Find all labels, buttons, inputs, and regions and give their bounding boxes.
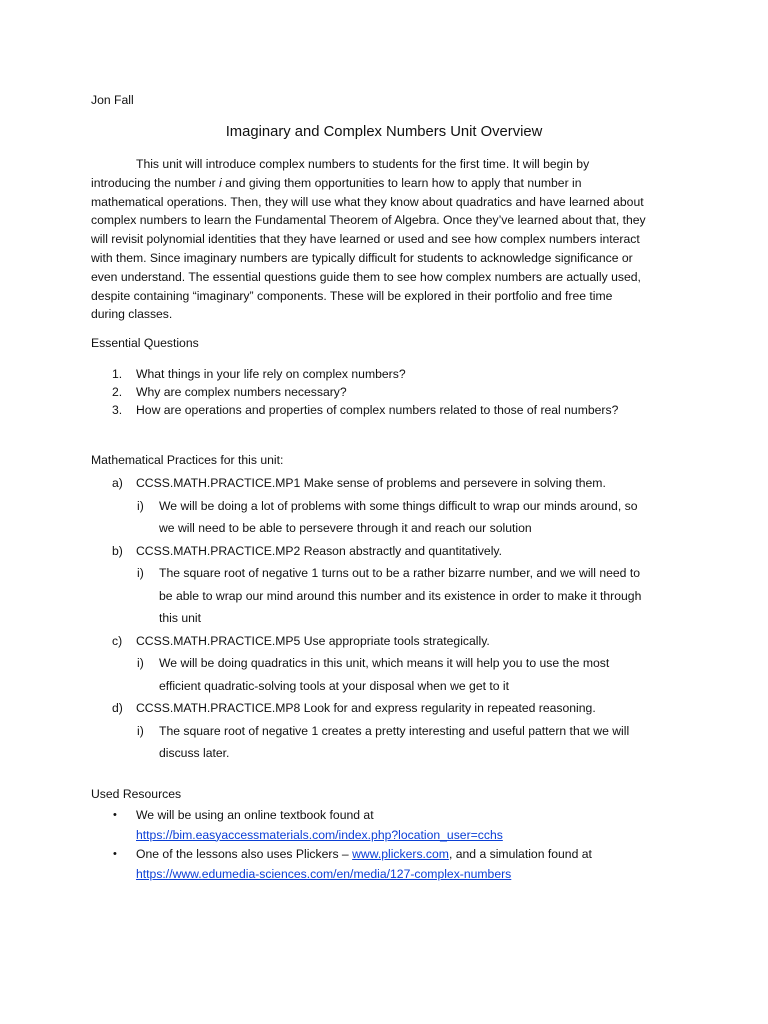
list-item	[91, 845, 711, 884]
intro-line: complex numbers to learn the Fundamental Theorem of Algebra. Once they’ve learned about that, they	[91, 213, 646, 228]
practice-row	[91, 540, 691, 563]
resources-list	[91, 806, 711, 884]
sub-text: The square root of negative 1 creates a pretty interesting and useful pattern that we will	[159, 723, 630, 738]
sub-text-continued: discuss later.	[159, 746, 230, 760]
practice-marker: c)	[112, 633, 123, 648]
sub-marker: i)	[137, 498, 144, 513]
sub-marker: i)	[137, 656, 144, 670]
resource-link-row	[91, 826, 711, 846]
practice-sub-row	[91, 720, 691, 743]
practice-item	[91, 697, 691, 765]
simulation-link[interactable]: https://www.edumedia-sciences.com/en/media/127-complex-numbers	[136, 866, 512, 881]
intro-line: mathematical operations. Then, they will use what they know about quadratics and have learned about	[91, 194, 644, 209]
resource-link-row	[91, 865, 711, 885]
list-text: How are operations and properties of complex numbers related to those of real numbers?	[136, 403, 619, 417]
sub-text: We will be doing a lot of problems with some things difficult to wrap our minds around, so	[159, 498, 638, 513]
essential-questions-heading: Essential Questions	[91, 336, 199, 350]
resource-text: We will be using an online textbook found at	[136, 808, 374, 822]
intro-line: will revisit polynomial identities that they have learned or used and see how complex numbers interact	[91, 232, 640, 247]
practice-text: CCSS.MATH.PRACTICE.MP2 Reason abstractly and quantitatively.	[136, 543, 502, 558]
list-text: What things in your life rely on complex numbers?	[136, 367, 406, 381]
intro-line-text: and giving them opportunities to learn how to apply that number in	[221, 175, 582, 190]
practices-list	[91, 472, 691, 765]
intro-paragraph	[91, 155, 685, 324]
resource-text-part: One of the lessons also uses Plickers –	[136, 847, 353, 861]
italic-i: i	[219, 175, 222, 190]
document-title: Imaginary and Complex Numbers Unit Overview	[225, 124, 543, 140]
intro-line: with them. Since imaginary numbers are typically difficult for students to acknowledge significance or	[91, 250, 633, 265]
plickers-link[interactable]: www.plickers.com	[352, 847, 449, 861]
list-number: 2.	[112, 385, 123, 399]
practice-row	[91, 630, 691, 653]
practice-marker: b)	[112, 543, 123, 558]
practice-item	[91, 630, 691, 698]
intro-line-text: introducing the number	[91, 175, 220, 190]
sub-text-continued: be able to wrap our mind around this number and its existence in order to make it through	[159, 588, 642, 603]
practice-sub-row	[91, 562, 691, 585]
resources-heading: Used Resources	[91, 787, 182, 801]
resource-text	[136, 845, 592, 864]
intro-line: even understand. The essential questions guide them to see how complex numbers are actually used,	[91, 269, 641, 284]
intro-line: despite containing “imaginary” components. These will be explored in their portfolio and free time	[91, 288, 613, 303]
sub-marker: i)	[137, 566, 144, 580]
bullet-icon: •	[113, 848, 117, 860]
resource-row	[91, 845, 711, 865]
list-number: 3.	[112, 403, 123, 417]
textbook-link[interactable]: https://bim.easyaccessmaterials.com/index.php?location_user=cchs	[136, 827, 503, 842]
practice-sub-row	[91, 495, 691, 518]
sub-text: The square root of negative 1 turns out to be a rather bizarre number, and we will need to	[159, 566, 641, 580]
bullet-icon: •	[113, 809, 117, 821]
list-number: 1.	[112, 367, 123, 381]
author-name: Jon Fall	[91, 93, 134, 107]
practices-heading: Mathematical Practices for this unit:	[91, 453, 284, 467]
practice-text: CCSS.MATH.PRACTICE.MP1 Make sense of problems and persevere in solving them.	[136, 476, 606, 490]
sub-text: We will be doing quadratics in this unit, which means it will help you to use the most	[159, 656, 610, 670]
list-text: Why are complex numbers necessary?	[136, 385, 347, 399]
practice-text: CCSS.MATH.PRACTICE.MP5 Use appropriate tools strategically.	[136, 633, 490, 648]
list-item	[91, 806, 711, 845]
practice-item	[91, 472, 691, 540]
practice-item	[91, 540, 691, 630]
practice-text: CCSS.MATH.PRACTICE.MP8 Look for and express regularity in repeated reasoning.	[136, 701, 596, 715]
practice-marker: d)	[112, 701, 123, 715]
practice-marker: a)	[112, 476, 123, 490]
intro-line: This unit will introduce complex numbers to students for the first time. It will begin by	[136, 157, 590, 171]
practice-row	[91, 697, 691, 720]
sub-text-continued: we will need to be able to persevere through it and reach our solution	[159, 521, 532, 535]
resource-text-part: , and a simulation found at	[448, 847, 592, 861]
practice-row	[91, 472, 691, 495]
intro-line: during classes.	[91, 307, 173, 322]
resource-row	[91, 806, 711, 826]
sub-text-continued: efficient quadratic-solving tools at your disposal when we get to it	[159, 678, 510, 693]
sub-text-continued: this unit	[159, 611, 202, 625]
intro-line	[91, 174, 685, 193]
sub-marker: i)	[137, 723, 144, 738]
practice-sub-row	[91, 652, 691, 675]
